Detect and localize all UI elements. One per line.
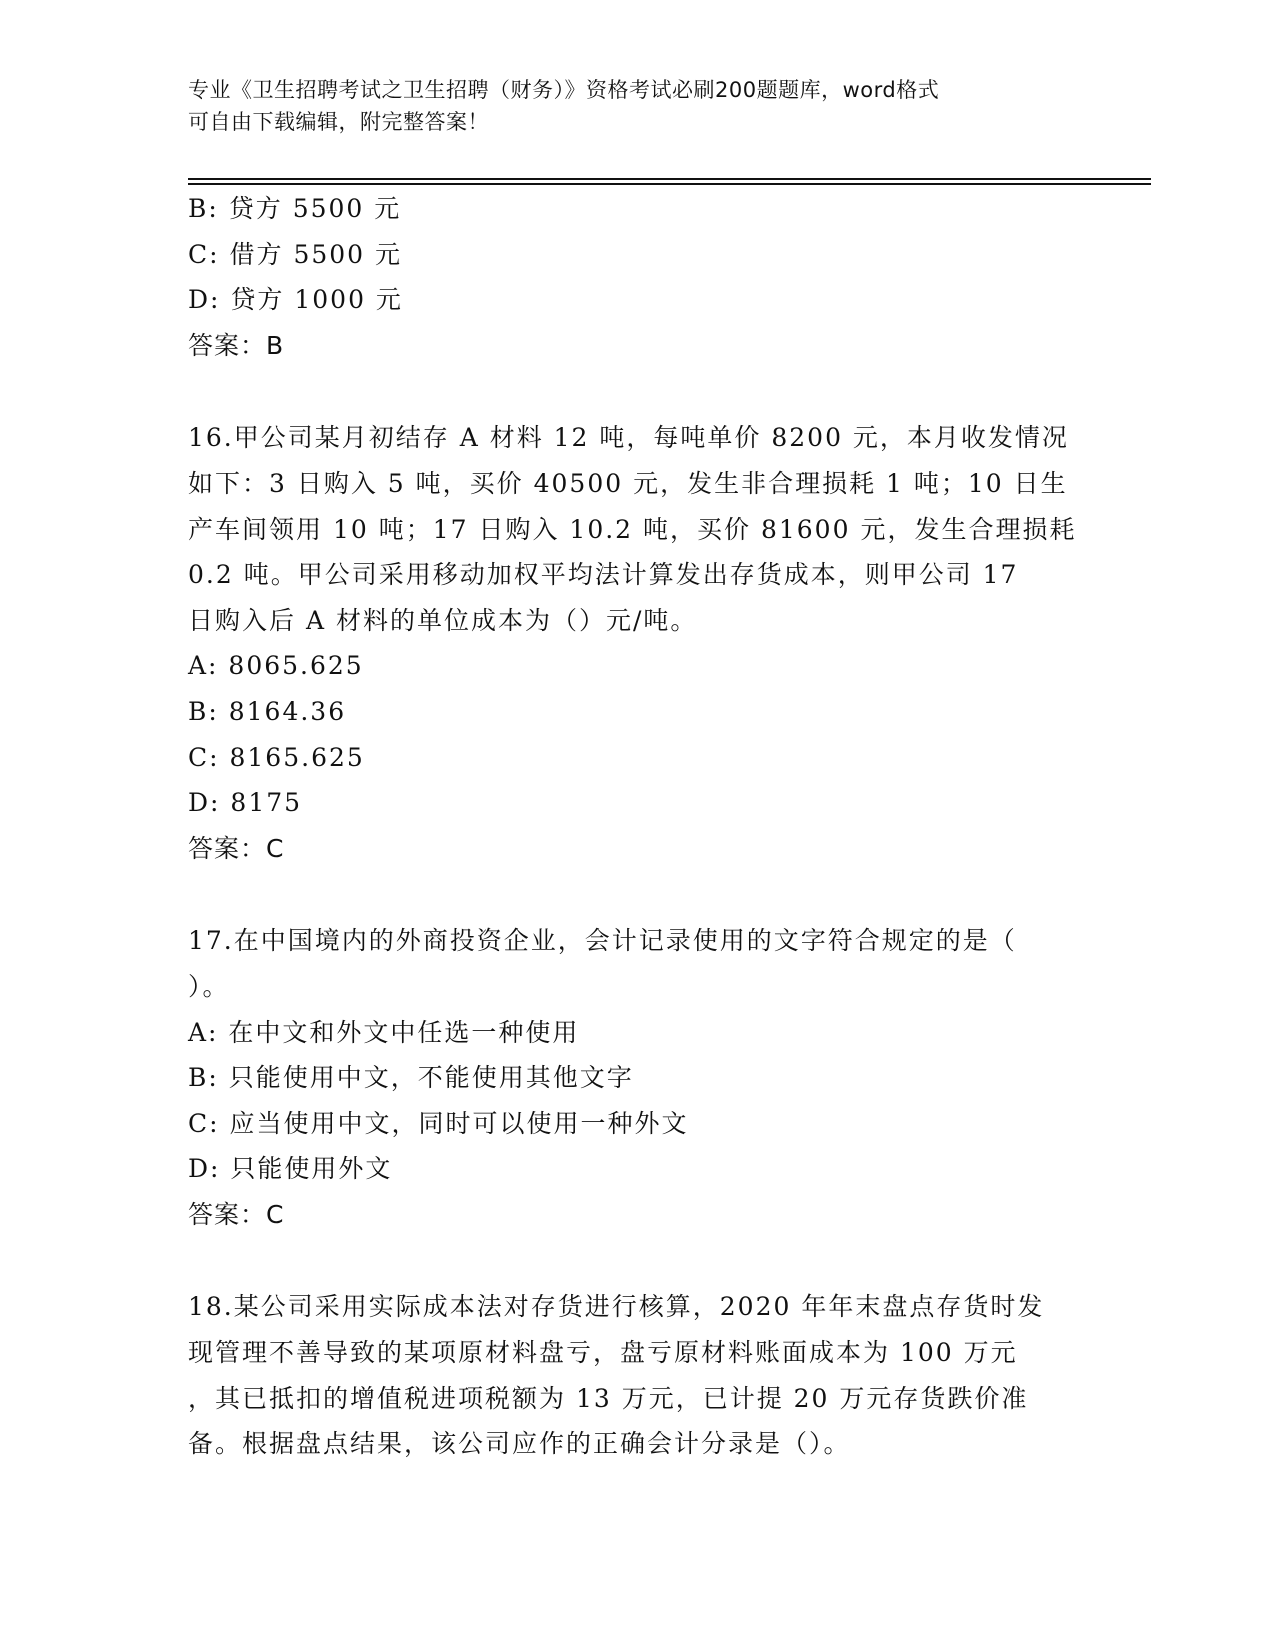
option-a: A: 8065.625 bbox=[188, 651, 364, 681]
option-b: B: 8164.36 bbox=[188, 696, 347, 726]
question-stem-line: 16.甲公司某月初结存 A 材料 12 吨，每吨单价 8200 元，本月收发情况 bbox=[188, 423, 1069, 453]
option-a: A: 在中文和外文中任选一种使用 bbox=[188, 1017, 580, 1047]
answer: 答案：C bbox=[188, 1199, 285, 1229]
question-stem-line: 现管理不善导致的某项原材料盘亏，盘亏原材料账面成本为 100 万元 bbox=[188, 1338, 1018, 1368]
option-d: D: 贷方 1000 元 bbox=[188, 285, 403, 315]
question-stem-line: 0.2 吨。甲公司采用移动加权平均法计算发出存货成本，则甲公司 17 bbox=[188, 560, 1019, 590]
option-b: B: 只能使用中文，不能使用其他文字 bbox=[188, 1063, 634, 1093]
question-16 bbox=[188, 415, 1088, 871]
document-body bbox=[188, 186, 1088, 1467]
header-rule-bottom bbox=[188, 183, 1151, 185]
spacer bbox=[188, 1237, 1088, 1284]
document-header bbox=[188, 74, 1068, 138]
question-stem-line: 18.某公司采用实际成本法对存货进行核算，2020 年年末盘点存货时发 bbox=[188, 1292, 1045, 1322]
spacer bbox=[188, 871, 1088, 918]
spacer bbox=[188, 368, 1088, 415]
option-d: D: 只能使用外文 bbox=[188, 1154, 393, 1184]
question-stem-line: 如下：3 日购入 5 吨，买价 40500 元，发生非合理损耗 1 吨；10 日生 bbox=[188, 468, 1068, 498]
answer: 答案：B bbox=[188, 330, 285, 360]
header-rule-top bbox=[188, 178, 1151, 180]
question-15 bbox=[188, 186, 1088, 368]
header-line-2: 可自由下载编辑，附完整答案！ bbox=[188, 110, 489, 134]
question-stem-line: ）。 bbox=[188, 971, 230, 1001]
question-17 bbox=[188, 918, 1088, 1237]
question-stem-line: 17.在中国境内的外商投资企业，会计记录使用的文字符合规定的是（ bbox=[188, 926, 1017, 956]
option-c: C: 8165.625 bbox=[188, 742, 365, 772]
question-stem-line: 日购入后 A 材料的单位成本为（）元/吨。 bbox=[188, 605, 698, 635]
option-c: C: 应当使用中文，同时可以使用一种外文 bbox=[188, 1108, 689, 1138]
question-stem-line: 备。根据盘点结果，该公司应作的正确会计分录是（）。 bbox=[188, 1429, 851, 1459]
answer: 答案：C bbox=[188, 833, 285, 863]
option-d: D: 8175 bbox=[188, 788, 303, 818]
question-stem-line: 产车间领用 10 吨；17 日购入 10.2 吨，买价 81600 元，发生合理损耗 bbox=[188, 514, 1077, 544]
option-c: C: 借方 5500 元 bbox=[188, 239, 403, 269]
header-line-1: 专业《卫生招聘考试之卫生招聘（财务）》资格考试必刷200题题库，word格式 bbox=[188, 78, 940, 102]
question-stem-line: ，其已抵扣的增值税进项税额为 13 万元，已计提 20 万元存货跌价准 bbox=[188, 1383, 1029, 1413]
question-18 bbox=[188, 1284, 1088, 1466]
option-b: B: 贷方 5500 元 bbox=[188, 194, 402, 223]
